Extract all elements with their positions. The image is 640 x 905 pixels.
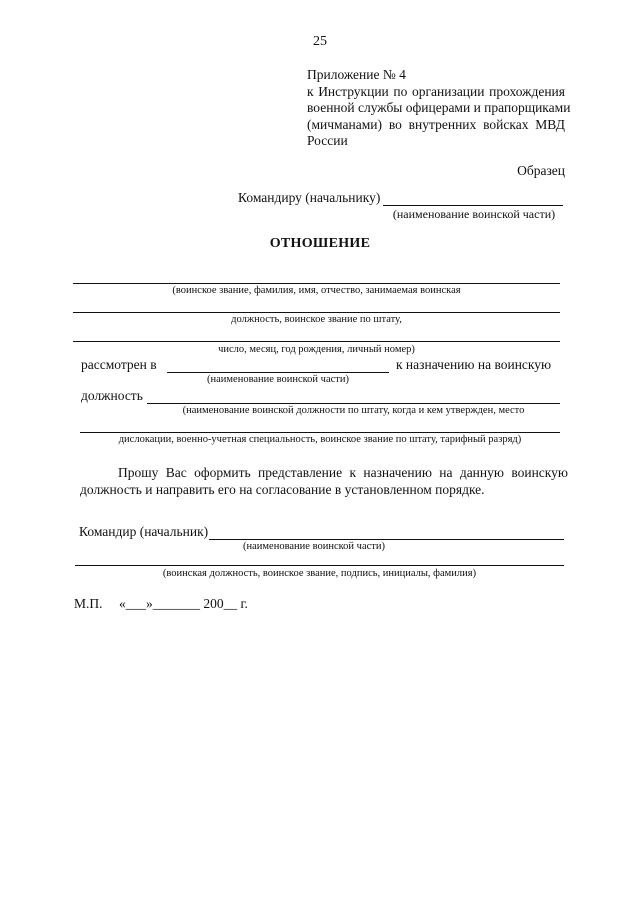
request-line: Прошу Вас оформить представление к назначению на данную воинскую (118, 465, 568, 480)
signature-person-field[interactable] (75, 565, 564, 566)
location-caption: дислокации, военно-учетная специальность, воинское звание по штату, тарифный разряд) (118, 434, 522, 445)
rank-name-field[interactable] (73, 283, 560, 284)
request-line: должность и направить его на согласование в установленном порядке. (80, 482, 485, 497)
appendix-line: Приложение № 4 (307, 67, 406, 82)
appendix-line: (мичманами) во внутренних войсках МВД (307, 116, 565, 132)
appoint-label: к назначению на воинскую (396, 357, 552, 372)
rank-name-caption: (воинское звание, фамилия, имя, отчество, занимаемая воинская (172, 285, 461, 296)
appendix-header (307, 67, 571, 150)
stamp-label: М.П. (74, 596, 103, 611)
position-caption: (наименование воинской должности по штату, когда и кем утвержден, место (182, 405, 525, 416)
signature-unit-field[interactable] (209, 539, 564, 540)
appendix-line: России (307, 133, 348, 148)
appendix-line: военной службы офицерами и прапорщиками (307, 100, 571, 115)
appendix-line: к Инструкции по организации прохождения (307, 83, 565, 99)
birth-date-caption: число, месяц, год рождения, личный номер) (218, 344, 415, 355)
addressee-label: Командиру (начальнику) (238, 190, 381, 205)
reviewed-unit-caption: (наименование воинской части) (207, 374, 349, 385)
date-field[interactable]: «___»_______ 200__ г. (119, 596, 248, 611)
position-field[interactable] (147, 403, 560, 404)
birth-date-field[interactable] (73, 341, 560, 342)
addressee-caption: (наименование воинской части) (392, 207, 556, 221)
signature-person-caption: (воинская должность, воинское звание, подпись, инициалы, фамилия) (162, 568, 477, 579)
signature-unit-caption: (наименование воинской части) (243, 541, 385, 552)
document-title: ОТНОШЕНИЕ (269, 236, 371, 251)
reviewed-label: рассмотрен в (81, 357, 157, 372)
position-rank-field[interactable] (73, 312, 560, 313)
signature-label: Командир (начальник) (79, 524, 209, 539)
position-rank-caption: должность, воинское звание по штату, (231, 314, 402, 325)
sample-label: Образец (517, 163, 565, 178)
reviewed-unit-field[interactable] (167, 372, 389, 373)
location-field[interactable] (80, 432, 560, 433)
addressee-field[interactable] (383, 205, 563, 206)
position-label: должность (81, 388, 143, 403)
request-paragraph (80, 464, 568, 498)
page-number: 25 (313, 34, 327, 49)
